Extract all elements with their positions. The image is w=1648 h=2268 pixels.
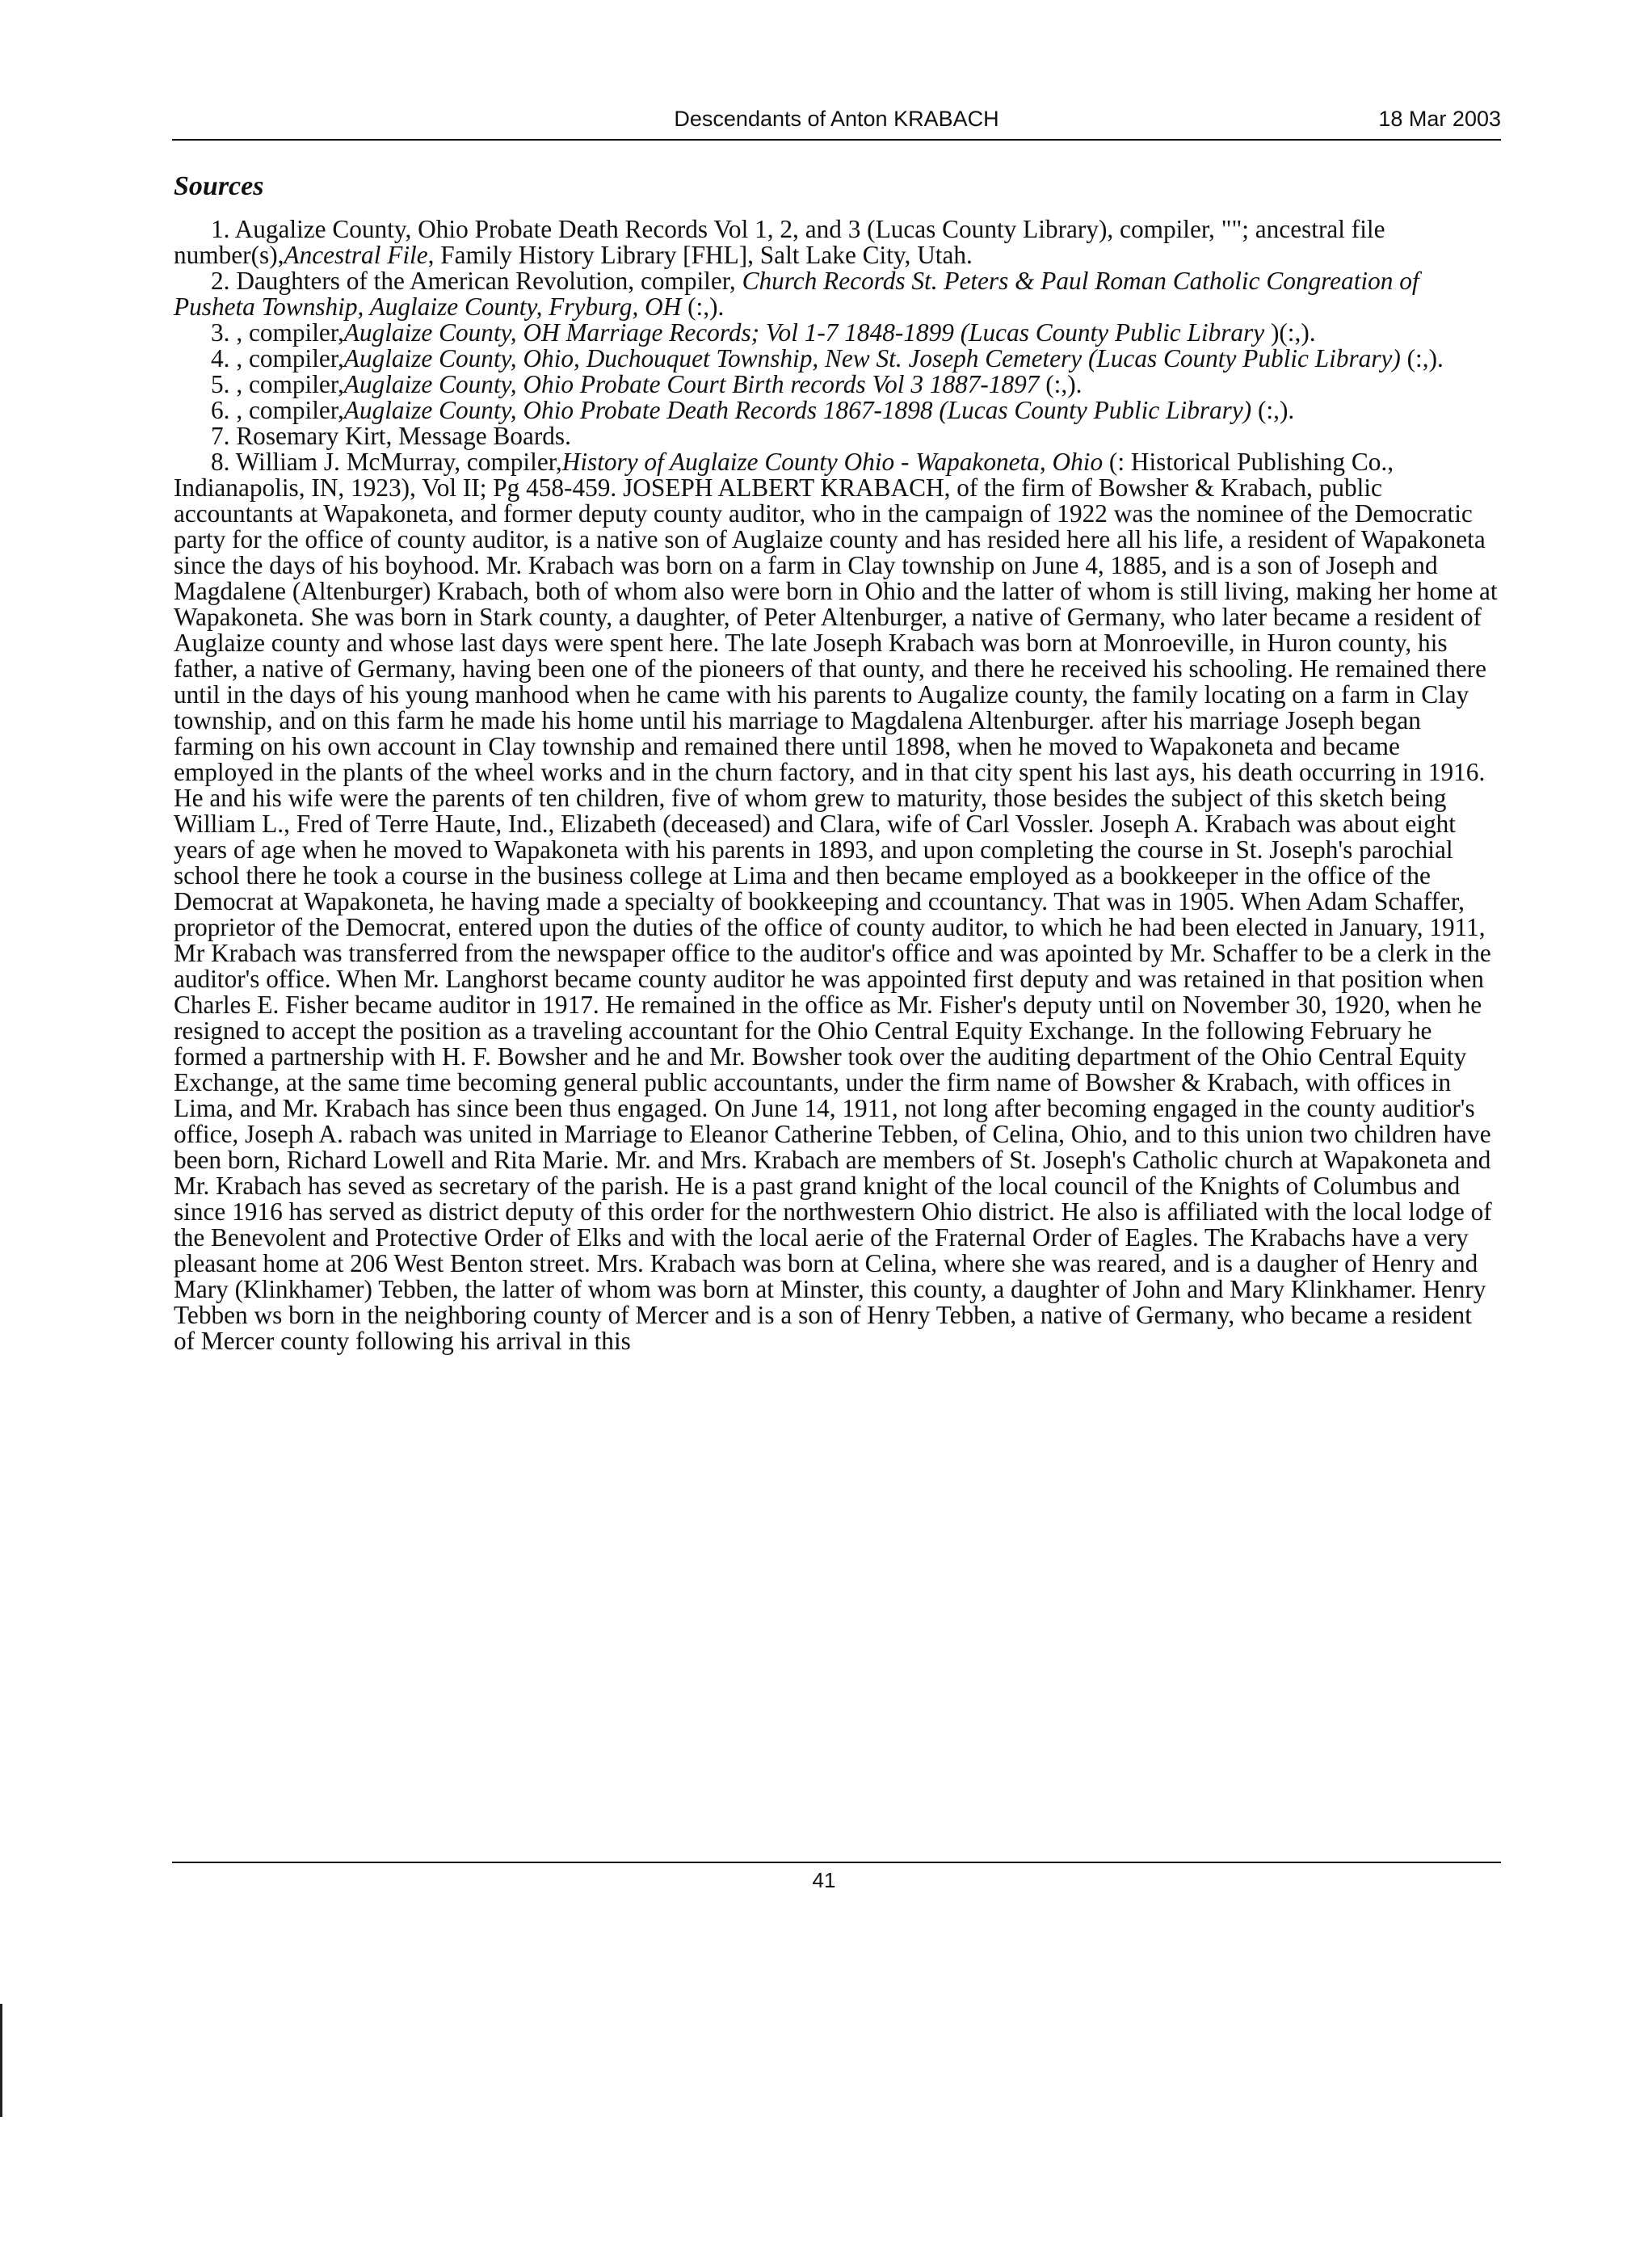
source-number: 4. <box>211 344 230 372</box>
source-text: , compiler, <box>236 318 344 347</box>
binding-edge-mark <box>0 2004 2 2117</box>
source-title: Auglaize County, OH Marriage Records; Vol 1-7 1848-1899 (Lucas County Public Library <box>343 318 1265 347</box>
source-text: , compiler, <box>236 370 344 398</box>
source-entry <box>174 398 1499 423</box>
source-entry <box>174 320 1499 346</box>
page-number: 41 <box>812 1868 836 1892</box>
footer-rule <box>172 1862 1501 1863</box>
source-title: Auglaize County, Ohio Probate Court Birth records Vol 3 1887-1897 <box>343 370 1040 398</box>
source-text: (: Historical Publishing Co., Indianapolis, IN, 1923), Vol II; Pg 458-459. JOSEPH ALBERT KRABACH, of the firm of Bowsher & Krabach, public accountants at Wapakoneta, and former deputy county auditor, who in the campaign of 1922 was the nominee of the Democratic party for the office of county auditor, is a native son of Auglaize county and has resided here all his life, a resident of Wapakoneta since the days of his boyhood. Mr. Krabach was born on a farm in Clay township on June 4, 1885, and is a son of Joseph and Magdalene (Altenburger) Krabach, both of whom also were born in Ohio and the latter of whom is still living, making her home at Wapakoneta. She was born in Stark county, a daughter, of Peter Altenburger, a native of Germany, who later became a resident of Auglaize county and whose last days were spent here. The late Joseph Krabach was born at Monroeville, in Huron county, his father, a native of Germany, having been one of the pioneers of that ounty, and there he received his schooling. He remained there until in the days of his young manhood when he came with his parents to Augalize county, the family locating on a farm in Clay township, and on this farm he made his home until his marriage to Magdalena Altenburger. after his marriage Joseph began farming on his own account in Clay township and remained there until 1898, when he moved to Wapakoneta and became employed in the plants of the wheel works and in the churn factory, and in that city spent his last ays, his death occurring in 1916. He and his wife were the parents of ten children, five of whom grew to maturity, those besides the subject of this sketch being William L., Fred of Terre Haute, Ind., Elizabeth (deceased) and Clara, wife of Carl Vossler. Joseph A. Krabach was about eight years of age when he moved to Wapakoneta with his parents in 1893, and upon completing the course in St. Joseph's parochial school there he took a course in the business college at Lima and then became employed as a bookkeeper in the office of the Democrat at Wapakoneta, he having made a specialty of bookkeeping and ccountancy. That was in 1905. When Adam Schaffer, proprietor of the Democrat, entered upon the duties of the office of county auditor, to which he had been elected in January, 1911, Mr Krabach was transferred from the newspaper office to the auditor's office and was apointed by Mr. Schaffer to be a clerk in the auditor's office. When Mr. Langhorst became county auditor he was appointed first deputy and was retained in that position when Charles E. Fisher became auditor in 1917. He remained in the office as Mr. Fisher's deputy until on November 30, 1920, when he resigned to accept the position as a traveling accountant for the Ohio Central Equity Exchange. In the following February he formed a partnership with H. F. Bowsher and he and Mr. Bowsher took over the auditing department of the Ohio Central Equity Exchange, at the same time becoming general public accountants, under the firm name of Bowsher & Krabach, with offices in Lima, and Mr. Krabach has since been thus engaged. On June 14, 1911, not long after becoming engaged in the county auditior's office, Joseph A. rabach was united in Marriage to Eleanor Catherine Tebben, of Celina, Ohio, and to this union two children have been born, Richard Lowell and Rita Marie. Mr. and Mrs. Krabach are members of St. Joseph's Catholic church at Wapakoneta and Mr. Krabach has seved as secretary of the parish. He is a past grand knight of the local council of the Knights of Columbus and since 1916 has served as district deputy of this order for the northwestern Ohio district. He also is affiliated with the local lodge of the Benevolent and Protective Order of Elks and with the local aerie of the Fraternal Order of Eagles. The Krabachs have a very pleasant home at 206 West Benton street. Mrs. Krabach was born at Celina, where she was reared, and is a daugher of Henry and Mary (Klinkhamer) Tebben, the latter of whom was born at Minster, this county, a daughter of John and Mary Klinkhamer. Henry Tebben ws born in the neighboring county of Mercer and is a son of Henry Tebben, a native of Germany, who became a resident of Mercer county following his arrival in this <box>174 448 1498 1355</box>
source-text: Augalize County, Ohio Probate Death Records Vol 1, 2, and 3 (Lucas County Library), compiler, ""; ancestral file number(s), <box>174 215 1385 269</box>
source-number: 8. <box>211 448 230 476</box>
source-entry <box>174 217 1499 268</box>
source-title: History of Auglaize County Ohio - Wapakoneta, Ohio <box>561 448 1104 476</box>
source-text: )(:,). <box>1270 318 1316 347</box>
source-number: 7. <box>211 422 230 450</box>
source-text: , Family History Library [FHL], Salt Lake City, Utah. <box>427 241 973 269</box>
source-number: 2. <box>211 267 230 295</box>
page-header <box>172 102 1501 141</box>
document-title: Descendants of Anton KRABACH <box>674 107 999 131</box>
source-text: (:,). <box>1258 396 1295 424</box>
source-title: Auglaize County, Ohio, Duchouquet Township, New St. Joseph Cemetery (Lucas County Public Library) <box>343 344 1401 372</box>
source-text: , compiler, <box>236 344 344 372</box>
source-number: 6. <box>211 396 230 424</box>
source-number: 1. <box>211 215 230 243</box>
source-entry <box>174 423 1499 449</box>
source-title: Auglaize County, Ohio Probate Death Records 1867-1898 (Lucas County Public Library) <box>343 396 1252 424</box>
sources-heading: Sources <box>174 171 264 201</box>
source-number: 3. <box>211 318 230 347</box>
source-title: Church Records St. Peters & Paul Roman Catholic Congreation of Pusheta Township, Auglaize County, Fryburg, OH <box>174 267 1419 321</box>
source-text: (:,). <box>687 292 725 321</box>
source-text: Rosemary Kirt, Message Boards. <box>236 422 571 450</box>
source-number: 5. <box>211 370 230 398</box>
source-entry <box>174 449 1499 1354</box>
source-text: , compiler, <box>236 396 344 424</box>
source-entry <box>174 346 1499 372</box>
document-date: 18 Mar 2003 <box>1378 107 1501 131</box>
sources-list <box>174 217 1499 1354</box>
source-text: (:,). <box>1045 370 1083 398</box>
source-text: William J. McMurray, compiler, <box>235 448 562 476</box>
source-title: Ancestral File <box>284 241 428 269</box>
source-entry <box>174 372 1499 398</box>
source-text: Daughters of the American Revolution, compiler, <box>236 267 736 295</box>
source-entry <box>174 268 1499 320</box>
source-text: (:,). <box>1406 344 1444 372</box>
